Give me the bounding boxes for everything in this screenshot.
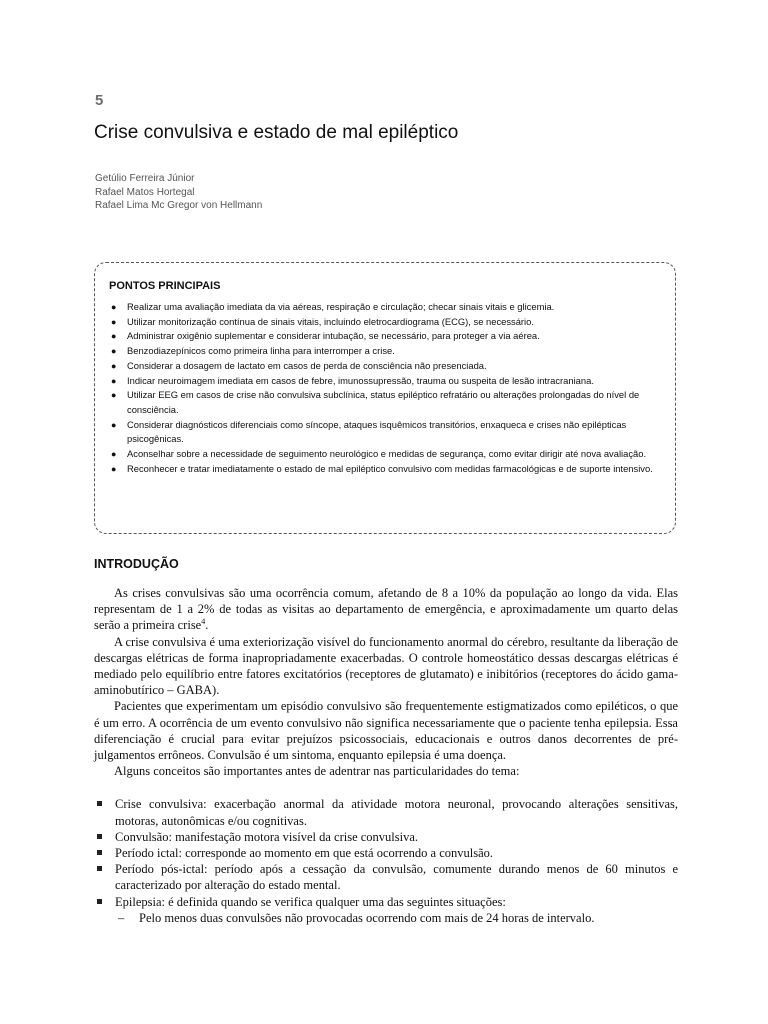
square-bullet-icon — [97, 834, 102, 839]
key-point-text: Utilizar monitorização contínua de sinais vitais, incluindo eletrocardiograma (ECG), se necessário. — [127, 315, 534, 327]
key-point-item — [109, 374, 661, 389]
bullet-icon: ● — [111, 302, 117, 312]
paragraph: Pacientes que experimentam um episódio convulsivo são frequentemente estigmatizados como epiléticos, o que é um erro. A ocorrência de um evento convulsivo não significa necessariamente que o paciente tenha epilepsia. Essa diferenciação é crucial para evitar prejuízos psicossociais, educacionais e outros danos decorrentes de pré-julgamentos errôneos. Convulsão é um sintoma, enquanto epilepsia é uma doença. — [94, 699, 678, 763]
key-points-list — [109, 300, 661, 476]
dash-bullet-icon: – — [118, 910, 125, 925]
key-point-item — [109, 359, 661, 374]
square-bullet-icon — [97, 801, 102, 806]
bullet-icon: ● — [111, 375, 117, 386]
concept-text: Convulsão: manifestação motora visível da crise convulsiva. — [115, 829, 419, 844]
criteria-text: Pelo menos duas convulsões não provocadas ocorrendo com mais de 24 horas de intervalo. — [139, 910, 595, 925]
epilepsy-criteria-list — [94, 910, 678, 926]
bullet-icon: ● — [111, 463, 117, 474]
chapter-title: Crise convulsiva e estado de mal epiléptico — [94, 122, 459, 143]
paragraph — [94, 585, 678, 634]
bullet-icon: ● — [111, 360, 117, 371]
bullet-icon: ● — [111, 419, 117, 430]
key-point-text: Utilizar EEG em casos de crise não convulsiva subclínica, status epiléptico refratário ou alterações prolongadas do nível de consciência. — [127, 389, 640, 415]
paragraph: Alguns conceitos são importantes antes de adentrar nas particularidades do tema: — [114, 764, 520, 779]
concept-text: Período ictal: corresponde ao momento em que está ocorrendo a convulsão. — [115, 846, 494, 861]
bullet-icon: ● — [111, 449, 117, 460]
key-point-item — [109, 315, 661, 330]
concept-item — [94, 894, 678, 910]
key-point-item — [109, 418, 661, 447]
paragraph-text: As crises convulsivas são uma ocorrência comum, afetando de 8 a 10% da população ao longo da vida. Elas representam de 1 a 2% de todas as visitas ao departamento de emergência, e aproximadamente um quarto delas serão a primeira crise — [94, 586, 678, 633]
key-point-text: Realizar uma avaliação imediata da via aéreas, respiração e circulação; checar sinais vitais e glicemia. — [127, 301, 555, 312]
key-point-item — [109, 388, 661, 417]
author-list — [95, 172, 262, 213]
concept-item — [94, 829, 678, 845]
square-bullet-icon — [97, 899, 102, 904]
key-point-text: Reconhecer e tratar imediatamente o estado de mal epiléptico convulsivo com medidas farmacológicas e de suporte intensivo. — [127, 462, 653, 474]
concept-item — [94, 861, 678, 893]
key-point-text: Considerar diagnósticos diferenciais como síncope, ataques isquêmicos transitórios, enxaqueca e crises não epilépticas psicogênicas. — [127, 418, 627, 445]
concept-item — [94, 845, 678, 861]
key-points-title: PONTOS PRINCIPAIS — [109, 280, 221, 292]
bullet-icon: ● — [111, 346, 117, 357]
bullet-icon: ● — [111, 316, 117, 327]
key-point-text: Considerar a dosagem de lactato em casos de perda de consciência não presenciada. — [127, 359, 487, 371]
reference-superscript: 4 — [201, 617, 206, 627]
key-point-text: Aconselhar sobre a necessidade de seguimento neurológico e medidas de segurança, como evitar dirigir até nova avaliação. — [127, 448, 647, 460]
key-points-box — [94, 262, 676, 534]
key-point-item — [109, 329, 661, 344]
concept-text: Crise convulsiva: exacerbação anormal da atividade motora neuronal, provocando alterações sensitivas, motoras, autonômicas e/ou cognitivas. — [115, 797, 678, 828]
concept-text: Período pós-ictal: período após a cessação da convulsão, comumente durando menos de 60 minutos e caracterizado por alteração do estado mental. — [115, 862, 678, 893]
concept-text: Epilepsia: é definida quando se verifica qualquer uma das seguintes situações: — [115, 894, 506, 909]
paragraph: A crise convulsiva é uma exteriorização visível do funcionamento anormal do cérebro, resultante da liberação de descargas elétricas de forma inapropriadamente exacerbadas. O controle homeostático dessas descargas elétricas é mediado pelo equilíbrio entre fatores excitatórios (receptores de glutamato) e inibitórios (receptores do ácido gama-aminobutírico – GABA). — [94, 634, 678, 698]
bullet-icon: ● — [111, 390, 117, 401]
key-point-item — [109, 344, 661, 359]
paragraph-end: . — [205, 618, 209, 633]
chapter-number: 5 — [95, 92, 104, 109]
criteria-item — [94, 910, 678, 926]
concepts-list — [94, 796, 678, 909]
author: Rafael Lima Mc Gregor von Hellmann — [95, 200, 263, 211]
key-point-item — [109, 300, 661, 315]
author: Getúlio Ferreira Júnior — [95, 173, 195, 184]
introduction-body — [94, 585, 678, 926]
bullet-icon: ● — [111, 331, 117, 342]
square-bullet-icon — [97, 850, 102, 855]
key-point-item — [109, 447, 661, 462]
section-heading: INTRODUÇÃO — [94, 557, 179, 571]
square-bullet-icon — [97, 866, 102, 871]
author: Rafael Matos Hortegal — [95, 186, 195, 198]
key-point-text: Indicar neuroimagem imediata em casos de febre, imunossupressão, trauma ou suspeita de lesão intracraniana. — [127, 374, 594, 386]
key-point-text: Administrar oxigênio suplementar e considerar intubação, se necessário, para proteger a via aérea. — [127, 330, 540, 342]
key-point-text: Benzodiazepínicos como primeira linha para interromper a crise. — [127, 345, 395, 357]
key-point-item — [109, 462, 661, 477]
concept-item — [94, 796, 678, 828]
